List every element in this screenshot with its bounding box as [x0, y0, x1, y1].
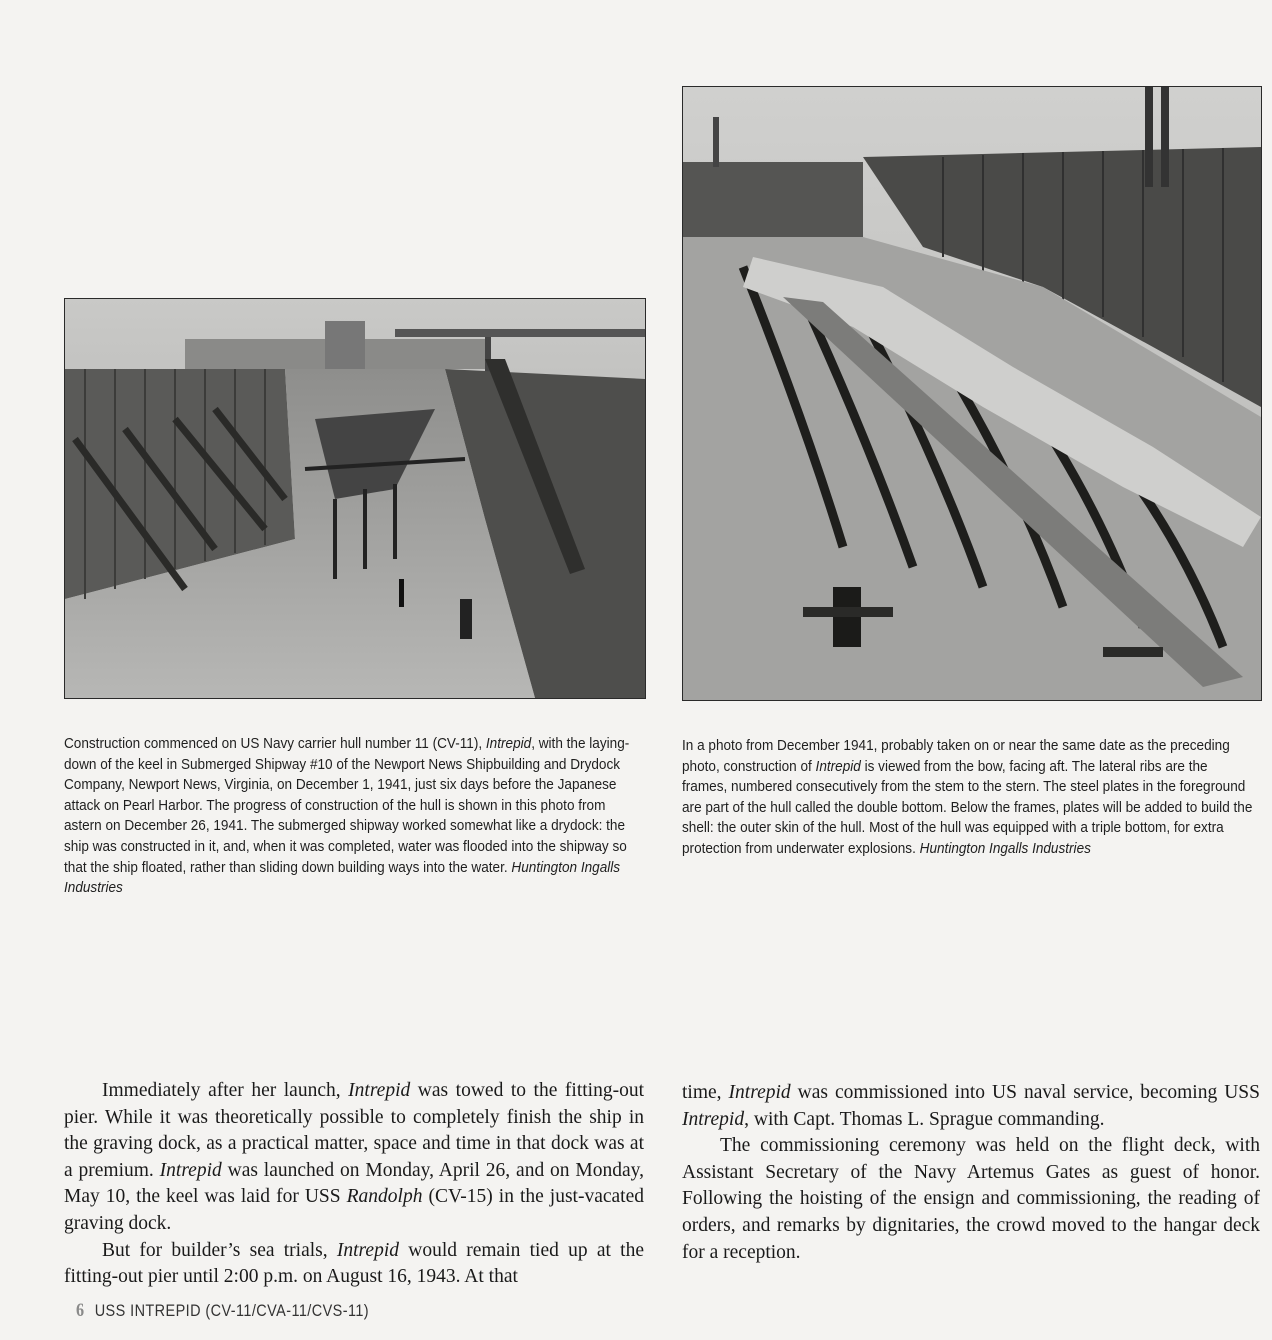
body-text: was commissioned into US naval service, becoming USS [790, 1082, 1260, 1103]
photo-drydock-astern-image [65, 299, 645, 698]
page-number: 6 [76, 1300, 85, 1321]
body-column-left [64, 1078, 644, 1291]
running-title: USS INTREPID (CV-11/CVA-11/CVS-11) [94, 1301, 370, 1320]
caption-left-text-2: , with the laying-down of the keel in Submerged Shipway #10 of the Newport News Shipbuilding and Drydock Company, Newport News, Virginia, on December 1, 1941, just six days before the Japanese attack on Pearl Harbor. The progress of construction of the hull is shown in this photo from astern on December 26, 1941. The submerged shipway worked somewhat like a drydock: the ship was constructed in it, and, when it was completed, water was flooded into the shipway so that the ship floated, rather than sliding down building ways into the water. [64, 736, 630, 876]
caption-right-credit: Huntington Ingalls Industries [919, 840, 1091, 857]
photo-hull-from-bow-image [683, 87, 1261, 700]
body-text: time, [682, 1082, 729, 1103]
caption-right-text-2: is viewed from the bow, facing aft. The lateral ribs are the frames, numbered consecutively from the stem to the stern. The steel plates in the foreground are part of the hull called the double bottom. Below the frames, plates will be added to build the shell: the outer skin of the hull. Most of the hull was equipped with a triple bottom, for extra protection from underwater explosions. [682, 758, 1253, 857]
page-footer [76, 1300, 369, 1322]
body-text: But for builder’s sea trials, [102, 1239, 337, 1261]
body-text: , with Capt. Thomas L. Sprague commanding. [744, 1108, 1105, 1130]
ship-name: Randolph [346, 1186, 423, 1208]
caption-left-text-1: Construction commenced on US Navy carrier hull number 11 (CV-11), [64, 736, 486, 752]
body-paragraph [682, 1080, 1260, 1133]
ship-name: Intrepid [348, 1080, 411, 1101]
caption-left-ship-name: Intrepid [485, 736, 532, 752]
caption-right-text-1: In a photo from December 1941, probably taken on or near the same date as the preceding photo, construction of [682, 738, 1230, 775]
body-text: was launched on Monday, April 26, and on Monday, May 10, the keel was laid for USS [64, 1159, 645, 1208]
photo-hull-from-bow [682, 86, 1262, 701]
ship-name: Intrepid [336, 1239, 399, 1261]
body-text: (CV-15) in the just-vacated graving dock. [64, 1186, 645, 1234]
caption-right [682, 736, 1255, 860]
ship-name: Intrepid [682, 1108, 745, 1130]
caption-left-credit: Huntington Ingalls Industries [64, 859, 621, 897]
body-paragraph [64, 1238, 644, 1291]
body-column-right [682, 1080, 1260, 1266]
body-text: was towed to the fitting-out pier. While it was theoretically possible to completely finish the ship in the graving dock, as a practical matter, space and time in that dock was at a premium. [64, 1080, 644, 1181]
body-paragraph: The commissioning ceremony was held on the flight deck, with Assistant Secretary of the Navy Artemus Gates as guest of honor. Following the hoisting of the ensign and commissioning, the reading of orders, and remarks by dignitaries, the crowd moved to the hangar deck for a reception. [682, 1135, 1260, 1263]
ship-name: Intrepid [159, 1159, 222, 1181]
caption-left [64, 734, 641, 899]
ship-name: Intrepid [728, 1082, 791, 1103]
body-paragraph [64, 1078, 644, 1238]
photo-drydock-astern [64, 298, 646, 699]
caption-right-ship-name: Intrepid [815, 758, 861, 775]
body-text: Immediately after her launch, [102, 1080, 349, 1101]
body-text: would remain tied up at the fitting-out pier until 2:00 p.m. on August 16, 1943. At that [64, 1239, 645, 1288]
